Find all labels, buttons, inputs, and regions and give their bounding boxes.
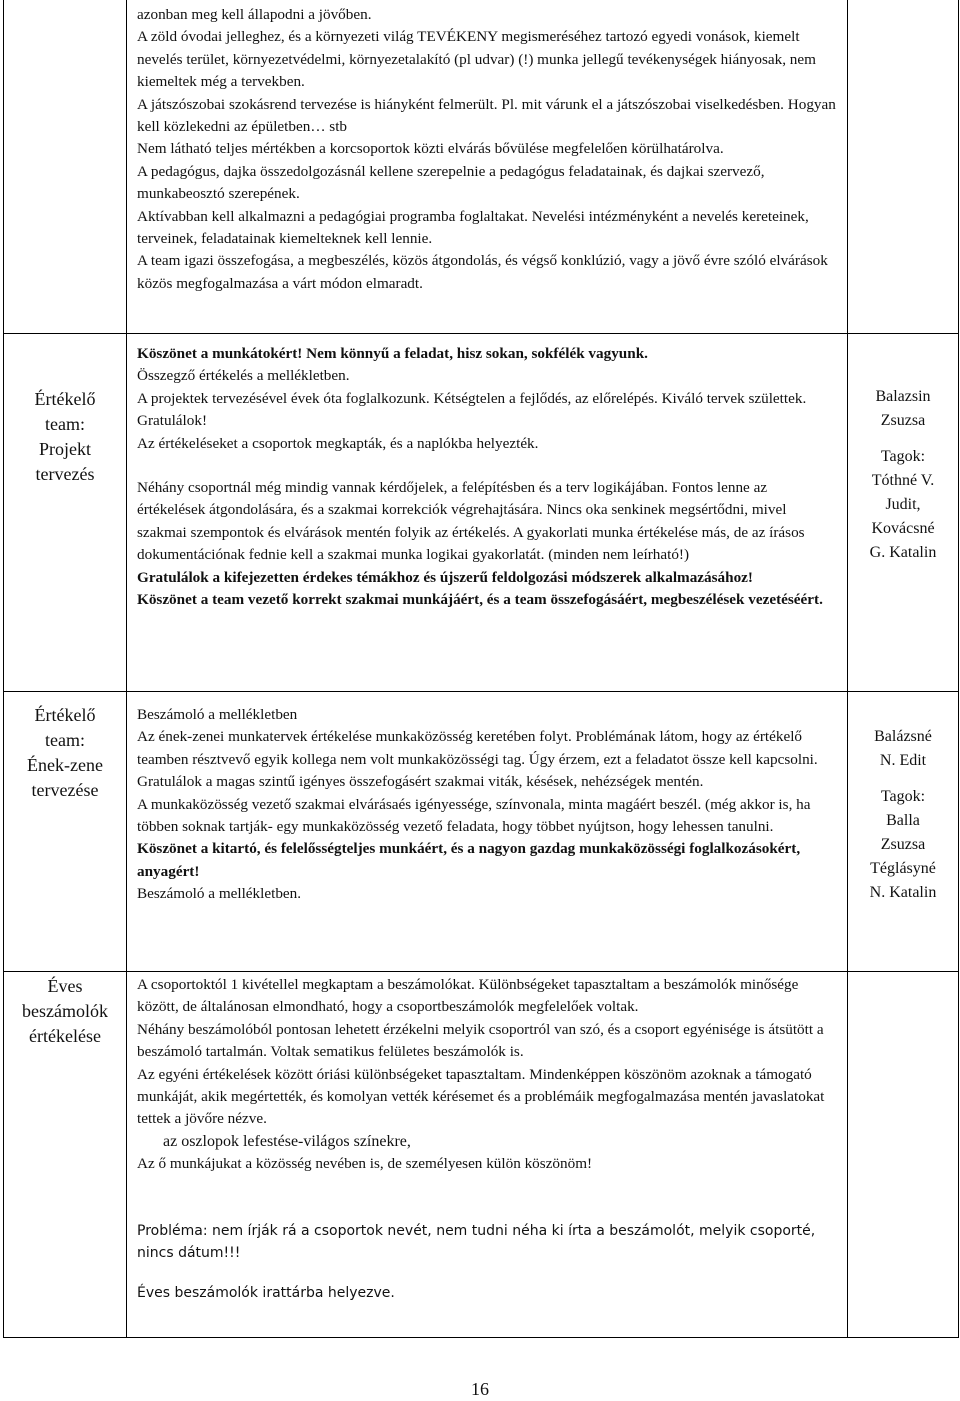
s3-member-2: Zsuzsa bbox=[880, 836, 926, 853]
s1-p5: Aktívabban kell alkalmazni a pedagógiai programba foglaltakat. Nevelési intézményként a nevelés kereteinek, terveinek, feladatainak kiemelteknek kell lennie. bbox=[137, 207, 809, 248]
s3-p1: Beszámoló a mellékletben bbox=[137, 706, 298, 723]
s2-p3: Az értékeléseket a csoportok megkapták, és a naplókba helyezték. bbox=[137, 434, 539, 452]
s1-p0: azonban meg kell állapodni a jövőben. bbox=[137, 6, 372, 23]
s2-thanks: Köszönet a munkátokért! Nem könnyű a feladat, hisz sokan, sokfélék vagyunk. bbox=[137, 345, 648, 362]
s3-p4: A munkaközösség vezető szakmai elvárásaés igényessége, színvonala, minta magáért beszél. (még akkor is, ha többen soknak tartják- egy munkaközösség vezető feladata, hogy többet nyújtson, hogy lehessen tanulni. bbox=[137, 795, 811, 836]
s2-member-3: Kovácsné bbox=[871, 520, 935, 537]
s3-members-label: Tagok: bbox=[880, 788, 926, 805]
s3-p5: Beszámoló a mellékletben. bbox=[137, 885, 302, 903]
s4-p3: Az egyéni értékelések között óriási különbségeket tapasztaltam. Mindenképpen köszönöm azoknak a támogató munkáját, akik megértették, és komolyan vették kérésemet és a problémáik megfogalmazása mentén javaslatokat tettek a jövőre nézve. bbox=[137, 1065, 825, 1128]
s2-member-2: Judit, bbox=[885, 496, 921, 513]
s2-label: Értékelő team: Projekt tervezés bbox=[34, 389, 96, 484]
s2-member-4: G. Katalin bbox=[869, 544, 937, 561]
s3-member-4: N. Katalin bbox=[869, 884, 937, 901]
s4-label: Éves beszámolók értékelése bbox=[22, 976, 108, 1046]
s3-leader-2: N. Edit bbox=[879, 752, 927, 769]
s1-p6: A team igazi összefogása, a megbeszélés, közös átgondolás, és végső konklúzió, vagy a jövő évre szóló elvárások közös megfogalmazása a várt módon elmaradt. bbox=[137, 252, 828, 292]
section3-team-cell bbox=[847, 691, 959, 971]
section1-right-cell bbox=[847, 0, 959, 333]
s3-leader-1: Balázsné bbox=[874, 728, 932, 745]
section4-label-cell bbox=[3, 971, 127, 1338]
section3-text-cell bbox=[127, 691, 847, 971]
s4-problem: Probléma: nem írják rá a csoportok nevét, nem tudni néha ki írta a beszámolót, melyik csoporté, nincs dátum!!! bbox=[137, 1222, 816, 1261]
s2-bold1: Gratulálok a kifejezetten érdekes témákhoz és újszerű feldolgozási módszerek alkalmazásához! bbox=[137, 568, 753, 586]
s4-p2: Néhány beszámolóból pontosan lehetett érzékelni melyik csoportról van szó, és a csoport egyénisége is átsütött a beszámoló tartalmán. Voltak sematikus felületes beszámolók is. bbox=[137, 1020, 824, 1061]
s1-p4: A pedagógus, dajka összedolgozásnál kellene szerepelnie a pedagógus feladatainak, és dajkai szervező, munkabeosztó szerepének. bbox=[137, 162, 765, 203]
s2-p4: Néhány csoportnál még mindig vannak kérdőjelek, a felépítésben és a terv logikájában. Fontos lenne az értékelések átgondolására, és a szakmai korrekciók végrehajtására. Nincs oka senkinek megsértődni, mivel szakmai szempontok és elvárások mentén folyik az értékelés. A gyakorlati munka értékelése más, de az írásos dokumentációnak fednie kell a szakmai munka logikai gyakorlatát. (minden nem leírható!) bbox=[137, 479, 805, 564]
s2-p1: Összegző értékelés a mellékletben. bbox=[137, 367, 350, 385]
section4-text-cell bbox=[127, 971, 847, 1338]
s4-p5: Az ő munkájukat a közösség nevében is, de személyesen külön köszönöm! bbox=[137, 1155, 593, 1173]
page-number: 16 bbox=[471, 1379, 489, 1399]
s1-p2: A játszószobai szokásrend tervezése is hiányként felmerült. Pl. mit várunk el a játszószobai viselkedésben. Hogyan kell közlekedni az épületben… stb bbox=[137, 95, 836, 136]
s2-members-label: Tagok: bbox=[880, 448, 926, 465]
s2-bold2: Köszönet a team vezető korrekt szakmai munkájáért, és a team összefogásáért, megbeszélések vezetéséért. bbox=[137, 591, 823, 609]
section2-team-cell bbox=[847, 333, 959, 691]
s4-p4: az oszlopok lefestése-világos színekre, bbox=[163, 1132, 411, 1150]
section1-text-cell bbox=[127, 4, 847, 333]
s3-p2: Az ének-zenei munkatervek értékelése munkaközösség keretében folyt. Problémának látom, hogy az értékelő teamben résztvevő egyik kollega nem volt munkaközösségi tag. Úgy érzem, ezt a feladatot össze kell kapcsolni. bbox=[137, 728, 818, 768]
s3-member-3: Téglásyné bbox=[870, 860, 936, 877]
section2-text-cell bbox=[127, 333, 847, 691]
s2-leader-2: Zsuzsa bbox=[880, 412, 926, 429]
s3-member-1: Balla bbox=[886, 812, 920, 829]
section3-label-cell bbox=[3, 691, 127, 971]
s1-p1: A zöld óvodai jelleghez, és a környezeti világ TEVÉKENY megismeréséhez tartozó egyedi vonások, kiemelt nevelés terület, környezetvédelmi, környezetalakító (pl udvar) (!) munka jellegű tevékenységek hiányosak, nem kiemeltek még a tervekben. bbox=[137, 28, 816, 91]
s2-leader-1: Balazsin bbox=[875, 388, 931, 405]
s1-p3: Nem látható teljes mértékben a korcsoportok közti elvárás bővülése megfelelően körülhatárolva. bbox=[137, 140, 724, 158]
s2-member-1: Tóthné V. bbox=[871, 472, 935, 489]
section1-left-cell bbox=[3, 0, 127, 333]
s4-p1: A csoportoktól 1 kivétellel megkaptam a beszámolókat. Különbségeket tapasztaltam a beszámolók minősége között, de általánosan elmondható, hogy a csoportbeszámolók megfelelőek voltak. bbox=[137, 976, 799, 1016]
section4-right-cell bbox=[847, 971, 959, 1338]
s3-p3: Gratulálok a magas szintű igényes összefogásért szakmai viták, késések, nehézségek mentén. bbox=[137, 773, 704, 791]
s3-bold1: Köszönet a kitartó, és felelősségteljes munkáért, és a nagyon gazdag munkaközösségi foglalkozásokért, anyagért! bbox=[137, 840, 801, 880]
s4-archive: Éves beszámolók irattárba helyezve. bbox=[137, 1284, 395, 1301]
section2-label-cell bbox=[3, 333, 127, 691]
s3-label: Értékelő team: Ének-zene tervezése bbox=[27, 705, 103, 800]
s2-p2: A projektek tervezésével évek óta foglalkozunk. Kétségtelen a fejlődés, az előrelépés. Kiváló tervek születtek. Gratulálok! bbox=[137, 389, 807, 430]
